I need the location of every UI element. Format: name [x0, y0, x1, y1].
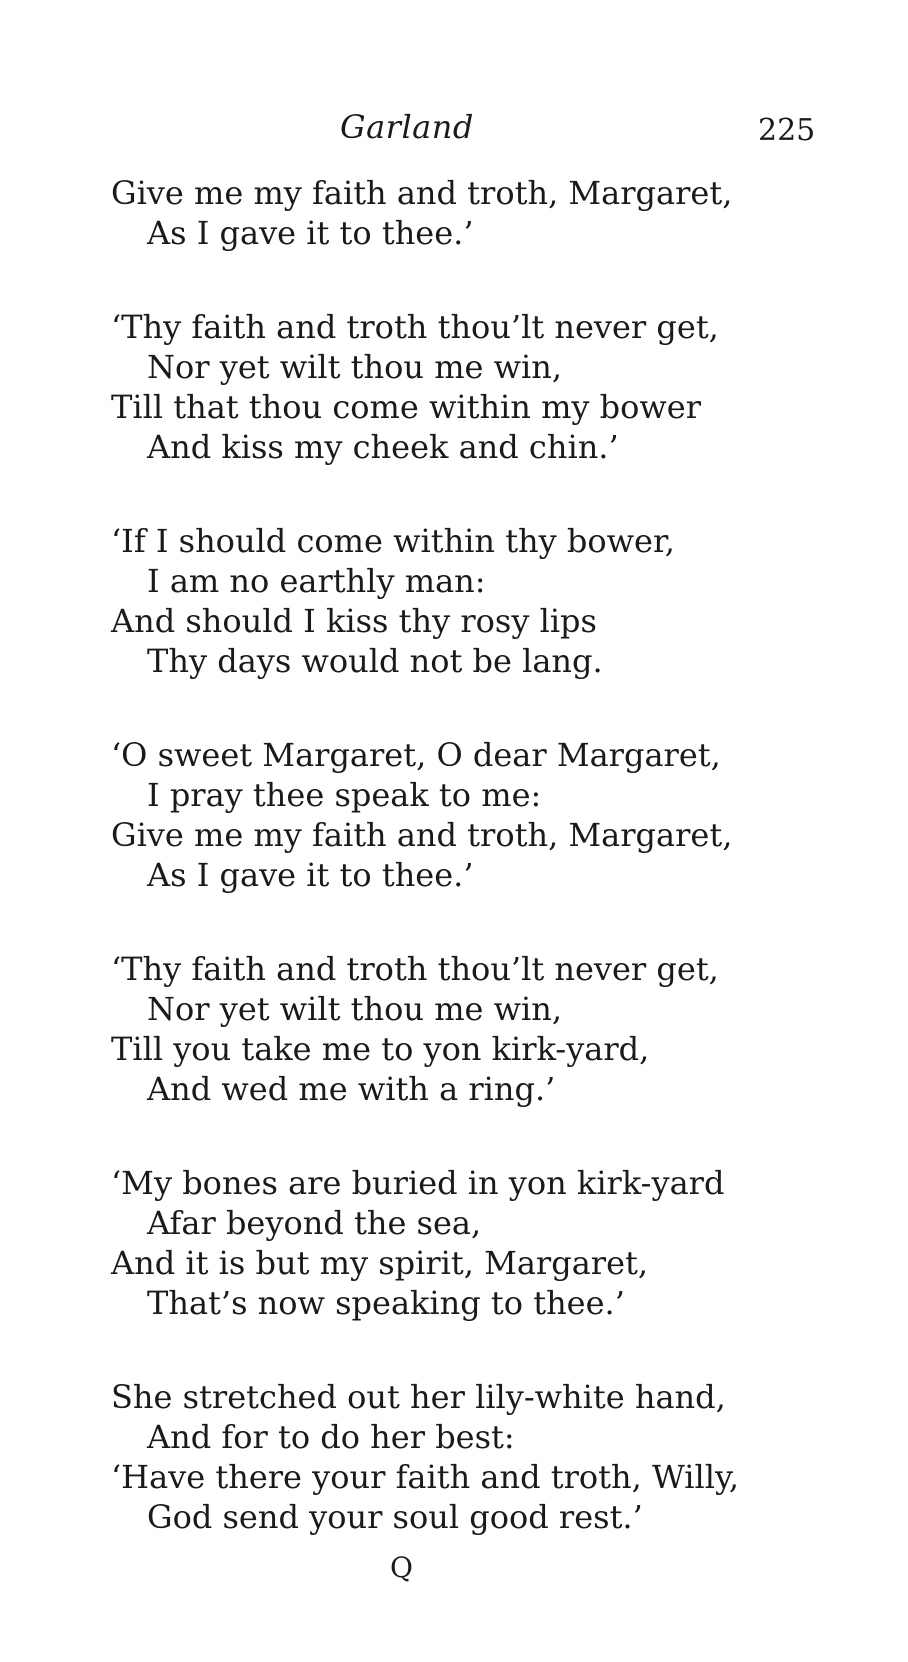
- verse-line: As I gave it to thee.’: [147, 856, 474, 894]
- verse-line: Thy days would not be lang.: [147, 642, 603, 680]
- verse-line: And kiss my cheek and chin.’: [147, 428, 619, 466]
- stanza-2: [111, 307, 871, 467]
- poem-text: [111, 173, 871, 1591]
- stanza-3: [111, 521, 871, 681]
- verse-line: ‘Thy faith and troth thou’lt never get,: [111, 950, 719, 988]
- verse-line: ‘Thy faith and troth thou’lt never get,: [111, 308, 719, 346]
- verse-line: And it is but my spirit, Margaret,: [111, 1244, 649, 1282]
- verse-line: Afar beyond the sea,: [147, 1204, 482, 1242]
- verse-line: And wed me with a ring.’: [147, 1070, 556, 1108]
- verse-line: Give me my faith and troth, Margaret,: [111, 816, 733, 854]
- verse-line: That’s now speaking to thee.’: [147, 1284, 625, 1322]
- verse-line: And should I kiss thy rosy lips: [111, 602, 597, 640]
- stanza-5: [111, 949, 871, 1109]
- stanza-6: [111, 1163, 871, 1323]
- verse-line: Till that thou come within my bower: [111, 388, 702, 426]
- verse-line: Give me my faith and troth, Margaret,: [111, 174, 733, 212]
- verse-line: ‘Have there your faith and troth, Willy,: [111, 1458, 739, 1496]
- stanza-7: [111, 1377, 871, 1537]
- verse-line: Nor yet wilt thou me win,: [147, 348, 563, 386]
- page-number: 225: [758, 113, 816, 148]
- verse-line: ‘My bones are buried in yon kirk-yard: [111, 1164, 725, 1202]
- verse-line: And for to do her best:: [147, 1418, 515, 1456]
- stanza-1: [111, 173, 871, 253]
- verse-line: ‘If I should come within thy bower,: [111, 522, 675, 560]
- verse-line: Nor yet wilt thou me win,: [147, 990, 563, 1028]
- verse-line: God send your soul good rest.’: [147, 1498, 643, 1536]
- verse-line: As I gave it to thee.’: [147, 214, 474, 252]
- verse-line: She stretched out her lily-white hand,: [111, 1378, 726, 1416]
- verse-line: Till you take me to yon kirk-yard,: [111, 1030, 650, 1068]
- verse-line: I pray thee speak to me:: [147, 776, 542, 814]
- verse-line: I am no earthly man:: [147, 562, 486, 600]
- running-head: [0, 102, 908, 152]
- stanza-4: [111, 735, 871, 895]
- running-title: Garland: [340, 108, 474, 146]
- verse-line: ‘O sweet Margaret, O dear Margaret,: [111, 736, 721, 774]
- signature-mark: Q: [390, 1551, 413, 1584]
